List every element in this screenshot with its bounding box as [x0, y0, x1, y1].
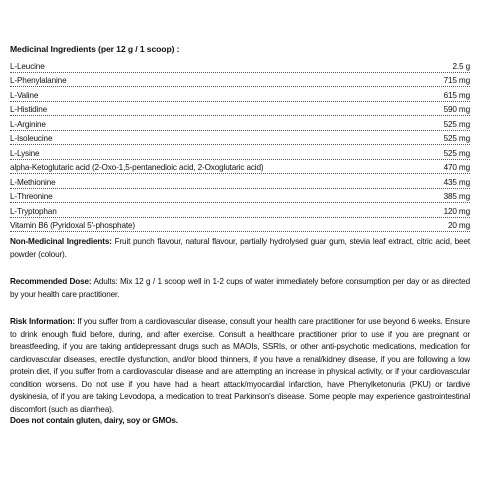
ingredient-row: [10, 174, 470, 189]
ingredient-name: L-Leucine: [10, 61, 45, 71]
ingredient-amount: 2.5 g: [452, 61, 470, 71]
ingredient-row: [10, 116, 470, 131]
ingredient-row: [10, 58, 470, 73]
ingredient-row: [10, 73, 470, 88]
ingredient-name: L-Lysine: [10, 148, 40, 158]
ingredient-row: [10, 131, 470, 146]
recommended-dose-label: Recommended Dose:: [10, 277, 92, 286]
ingredient-amount: 435 mg: [443, 177, 470, 187]
ingredient-amount: 525 mg: [443, 148, 470, 158]
ingredient-name: Vitamin B6 (Pyridoxal 5'-phosphate): [10, 221, 135, 230]
ingredient-row: [10, 160, 470, 175]
ingredient-name: L-Valine: [10, 90, 39, 100]
ingredient-row: [10, 102, 470, 117]
ingredient-name: L-Arginine: [10, 119, 46, 129]
ingredient-row: [10, 203, 470, 218]
ingredient-amount: 525 mg: [443, 119, 470, 129]
ingredient-amount: 590 mg: [443, 105, 470, 114]
ingredient-name: L-Phenylalanine: [10, 76, 67, 85]
ingredient-amount: 120 mg: [443, 206, 470, 216]
ingredient-amount: 385 mg: [443, 192, 470, 201]
non-medicinal-text: Fruit punch flavour, natural flavour, partially hydrolysed guar gum, stevia leaf extract, citric acid, beet powder (colour).: [10, 237, 470, 259]
ingredient-amount: 20 mg: [447, 221, 470, 230]
ingredient-row: [10, 218, 470, 233]
ingredient-row: [10, 145, 470, 160]
recommended-dose: [10, 276, 470, 301]
non-medicinal-label: Non-Medicinal Ingredients:: [10, 237, 112, 246]
ingredient-name: L-Histidine: [10, 105, 48, 114]
ingredient-name: L-Tryptophan: [10, 206, 57, 216]
risk-information: [10, 316, 470, 416]
ingredient-name: L-Isoleucine: [10, 134, 53, 143]
ingredient-amount: 615 mg: [443, 90, 470, 100]
medicinal-ingredients-list: [10, 58, 470, 232]
medicinal-ingredients-heading: Medicinal Ingredients (per 12 g / 1 scoop) :: [10, 44, 180, 54]
risk-information-label: Risk Information:: [10, 317, 75, 326]
ingredient-row: [10, 87, 470, 102]
ingredient-amount: 525 mg: [443, 134, 470, 143]
ingredient-amount: 715 mg: [443, 76, 470, 85]
allergen-statement: Does not contain gluten, dairy, soy or GMOs.: [10, 416, 178, 425]
ingredient-name: alpha-Ketoglutaric acid (2-Oxo-1,5-pentanedioic acid, 2-Oxoglutaric acid): [10, 163, 264, 172]
ingredient-amount: 470 mg: [443, 163, 470, 172]
risk-information-text: If you suffer from a cardiovascular disease, consult your health care practitioner for use beyond 6 weeks. Ensure to drink enough fluid before, during, and after exercise. Consult a healthcare practitioner prior to use if you are pregnant or breastfeeding, if you are taking antidepressant drugs such as MAOIs, SSRIs, or other anti-psychotic medications, medication for cardiovascular diseases, erectile dysfunction, and/or blood thinners, if you have a renal/kidney disease, if you are following a low protein diet, if you suffer from a cardiovascular disease and are attempting an increase in physical activity, or if your cardiovascular condition worsens. Do not use if you have had a heart attack/myocardial infarction, have Phenylketonuria (PKU) or tardive dyskinesia, of if you are taking Levodopa, a medication to treat Parkinson's disease. Some people may experience gastrointestinal discomfort (such as diarrhea).: [10, 317, 470, 414]
ingredient-name: L-Methionine: [10, 177, 56, 187]
non-medicinal-ingredients: [10, 236, 470, 261]
ingredient-row: [10, 189, 470, 204]
ingredient-name: L-Threonine: [10, 192, 53, 201]
recommended-dose-text: Adults: Mix 12 g / 1 scoop well in 1-2 cups of water immediately before consumption per day or as directed by your health care practitioner.: [10, 277, 470, 299]
